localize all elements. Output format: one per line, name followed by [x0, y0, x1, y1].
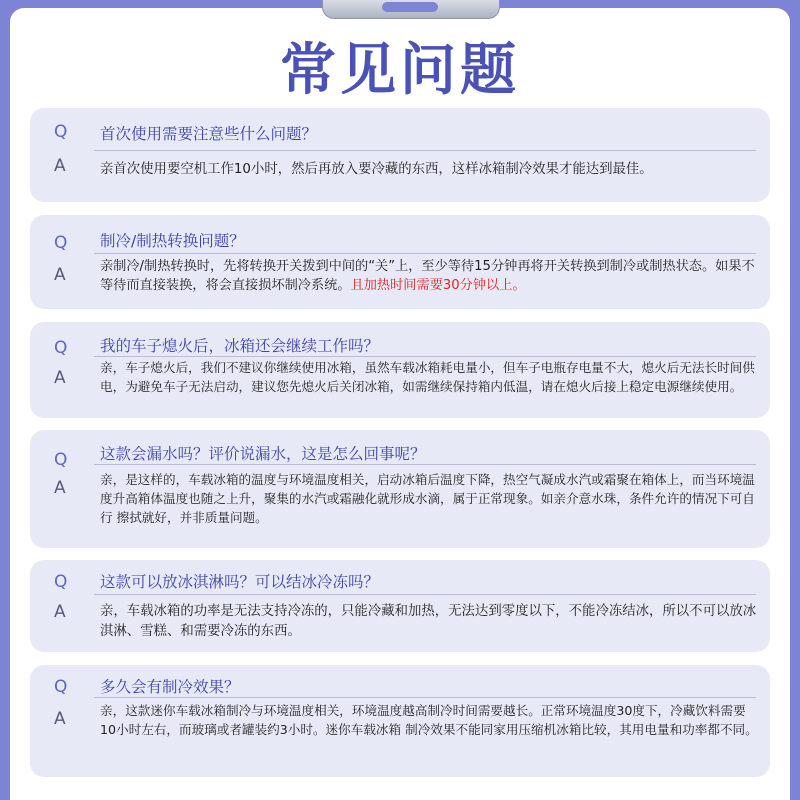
- faq-answer-warning: 且加热时间需要30分钟以上。: [350, 278, 526, 293]
- faq-card: [30, 215, 770, 309]
- faq-answer: 亲，车载冰箱的功率是无法支持冷冻的，只能冷藏和加热，无法达到零度以下，不能冷冻结冰，所以不可以放冰淇淋、雪糕、和需要冷冻的东西。: [100, 604, 757, 639]
- divider: [94, 150, 756, 151]
- faq-answer-text: 亲制冷/制热转换时，先将转换开关拨到中间的“关”上，至少等待15分钟再将开关转换到制冷或制热状态。如果不等待而直接装换，将会直接损坏制冷系统。: [100, 259, 755, 293]
- q-label: Q: [54, 450, 68, 470]
- faq-question: 多久会有制冷效果？: [100, 678, 240, 696]
- divider: [94, 594, 756, 595]
- faq-question: 这款可以放冰淇淋吗？可以结冰冷冻吗？: [100, 573, 380, 591]
- faq-question: 首次使用需要注意些什么问题？: [100, 125, 318, 143]
- a-label: A: [54, 368, 66, 388]
- divider: [94, 697, 756, 698]
- q-label: Q: [54, 233, 68, 253]
- divider: [94, 464, 756, 465]
- faq-answer: [100, 257, 760, 295]
- faq-card: [30, 665, 770, 777]
- divider: [94, 253, 756, 254]
- q-label: Q: [54, 122, 68, 142]
- a-label: A: [54, 478, 66, 498]
- faq-card: [30, 430, 770, 548]
- a-label: A: [54, 265, 66, 285]
- faq-answer: 亲首次使用要空机工作10小时，然后再放入要冷藏的东西，这样冰箱制冷效果才能达到最佳。: [100, 162, 653, 177]
- divider: [94, 356, 756, 357]
- page-title: 常见问题: [280, 38, 520, 103]
- faq-card: [30, 108, 770, 202]
- a-label: A: [54, 709, 66, 729]
- faq-answer: 亲，车子熄火后，我们不建议你继续使用冰箱，虽然车载冰箱耗电量小，但车子电瓶存电量不大，熄火后无法长时间供电，为避免车子无法启动，建议您先熄火后关闭冰箱，如需继续保持箱内低温，请在熄火后接上稳定电源继续使用。: [100, 360, 755, 394]
- a-label: A: [54, 156, 66, 176]
- a-label: A: [54, 602, 66, 622]
- faq-card: [30, 560, 770, 652]
- faq-question: 这款会漏水吗？评价说漏水，这是怎么回事呢？: [100, 445, 426, 463]
- faq-question: 制冷/制热转换问题？: [100, 232, 245, 250]
- faq-answer: 亲，是这样的，车载冰箱的温度与环境温度相关，启动冰箱后温度下降，热空气凝成水汽或霜聚在箱体上，而当环境温度升高箱体温度也随之上升，聚集的水汽或霜融化就形成水滴，属于正常现象。如亲介意水珠，条件允许的情况下可自行 擦拭就好，并非质量问题。: [100, 472, 755, 525]
- faq-card: [30, 322, 770, 418]
- faq-question: 我的车子熄火后，冰箱还会继续工作吗？: [100, 337, 380, 355]
- clip-hole: [382, 2, 438, 12]
- faq-answer: 亲，这款迷你车载冰箱制冷与环境温度相关，环境温度越高制冷时间需要越长。正常环境温度30度下，冷藏饮料需要10小时左右，而玻璃或者罐装约3小时。迷你车载冰箱 制冷效果不能同家用压缩机冰箱比较，其用电量和功率都不同。: [100, 703, 758, 737]
- q-label: Q: [54, 677, 68, 697]
- q-label: Q: [54, 338, 68, 358]
- q-label: Q: [54, 572, 68, 592]
